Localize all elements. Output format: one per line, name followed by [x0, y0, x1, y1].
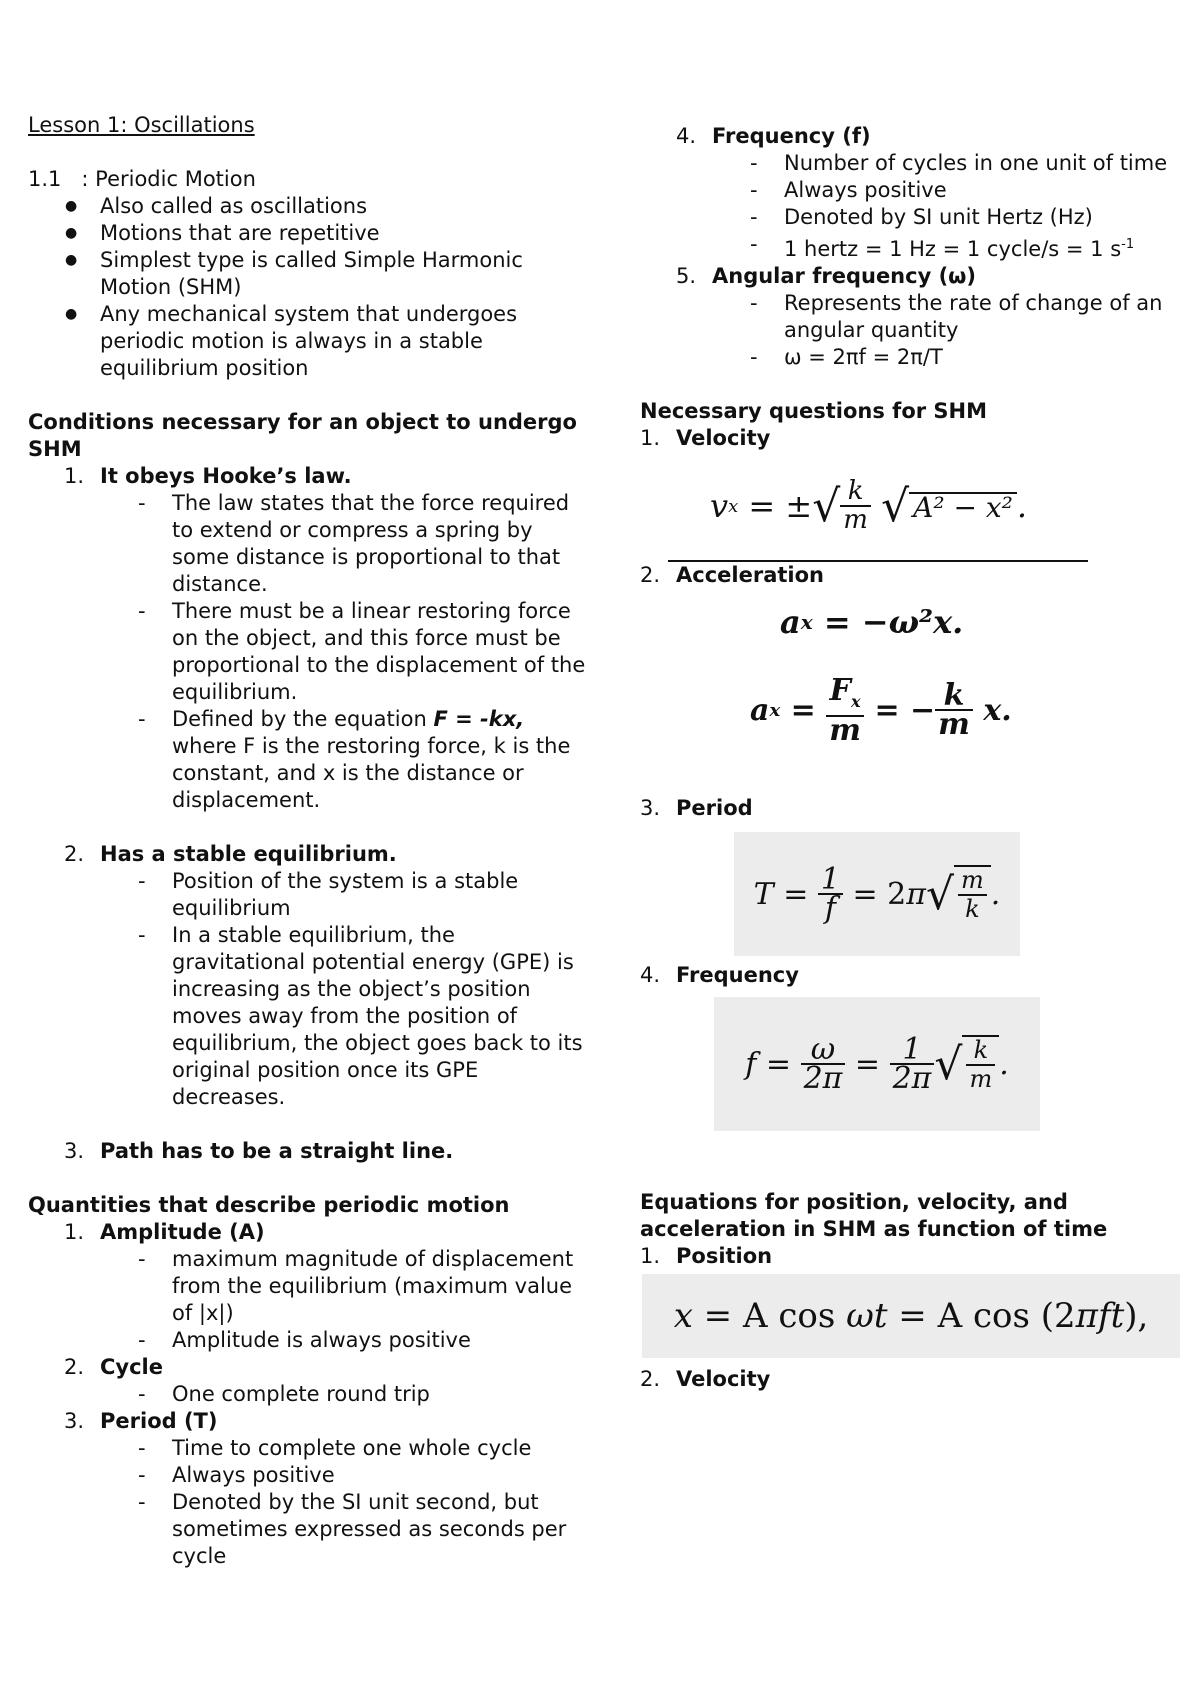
item-title: Period (T)	[100, 1409, 218, 1433]
item-title: Position	[676, 1244, 773, 1268]
frequency-equation: f = $\frac{\omega}{2\pi}$ = $\frac{1}{2\pi}$ √ $\frac{k}{m}$ .	[714, 997, 1040, 1131]
quantities-heading: Quantities that describe periodic motion	[28, 1193, 510, 1217]
item-number: 5.	[676, 264, 697, 288]
list-item: - One complete round trip	[172, 1381, 588, 1408]
list-item	[64, 1219, 588, 1354]
list-item	[640, 425, 1180, 452]
amplitude-points	[100, 1246, 588, 1354]
item-title: Velocity	[676, 426, 771, 450]
item-title: It obeys Hooke’s law.	[100, 464, 352, 488]
section-title: : Periodic Motion	[81, 167, 256, 191]
cycle-points	[100, 1381, 588, 1408]
list-item: - Position of the system is a stable equilibrium	[172, 868, 588, 922]
item-title: Acceleration	[676, 563, 824, 587]
list-item: - Number of cycles in one unit of time	[784, 150, 1180, 177]
list-item	[676, 263, 1180, 371]
item-number: 2.	[640, 1367, 661, 1391]
lesson-title: Lesson 1: Oscillations	[28, 113, 255, 137]
list-item: - ω = 2πf = 2π/T	[784, 344, 1180, 371]
list-item: - There must be a linear restoring force on the object, and this force must be proportional to the displacement of the equilibrium.	[172, 598, 588, 706]
period-equation: T = $\frac{1}{f}$ = 2 π √ $\frac{m}{k}$ .	[734, 832, 1020, 956]
velocity-equation: v x = ± √ $\frac{k}{m}$ √ A² − x² .	[710, 476, 1028, 535]
conditions-heading: Conditions necessary for an object to undergo SHM	[28, 410, 577, 461]
list-item	[640, 962, 1180, 989]
item-title: Angular frequency (ω)	[712, 264, 977, 288]
item-number: 4.	[640, 963, 661, 987]
period-item	[640, 795, 1180, 822]
list-item	[64, 1138, 588, 1165]
item-title: Frequency	[676, 963, 799, 987]
section-number: 1.1	[28, 167, 62, 191]
list-item	[64, 1408, 588, 1570]
list-item: - Denoted by SI unit Hertz (Hz)	[784, 204, 1180, 231]
quantities-list	[28, 1219, 588, 1570]
angular-frequency-points	[712, 290, 1180, 371]
position-equation: x = A cos ωt = A cos (2 πft ),	[642, 1274, 1180, 1358]
list-item: ● Simplest type is called Simple Harmonic Motion (SHM)	[100, 247, 588, 301]
periodic-motion-bullets	[28, 193, 588, 382]
item-number: 2.	[640, 563, 661, 587]
hertz-superscript: -1	[1121, 237, 1135, 252]
list-item	[64, 1354, 588, 1408]
item-number: 2.	[64, 842, 85, 866]
left-column	[28, 112, 588, 1570]
acceleration-item	[640, 562, 1180, 589]
item-number: 3.	[64, 1409, 85, 1433]
period-points	[100, 1435, 588, 1570]
list-item: - The law states that the force required to extend or compress a spring by some distance is proportional to that distance.	[172, 490, 588, 598]
acceleration-force-equation: a x = $\frac{F_x}{m}$ = − $\frac{k}{m}$ x.	[750, 672, 1012, 748]
item-title: Cycle	[100, 1355, 163, 1379]
item-number: 1.	[64, 464, 85, 488]
shm-questions-list	[640, 425, 1180, 452]
item-title: Has a stable equilibrium.	[100, 842, 397, 866]
list-item	[172, 706, 588, 814]
hooke-text: where F is the restoring force, k is the constant, and x is the distance or displacement.	[172, 734, 571, 812]
list-item: ● Also called as oscillations	[100, 193, 588, 220]
item-title: Amplitude (A)	[100, 1220, 265, 1244]
item-title: Path has to be a straight line.	[100, 1139, 454, 1163]
time-equations-heading: Equations for position, velocity, and acceleration in SHM as function of time	[640, 1190, 1108, 1241]
list-item	[784, 231, 1180, 263]
equilibrium-points	[100, 868, 588, 1111]
item-number: 4.	[676, 124, 697, 148]
velocity-time-item	[640, 1366, 1180, 1393]
list-item	[676, 123, 1180, 263]
frequency-points	[712, 150, 1180, 263]
list-item: - In a stable equilibrium, the gravitational potential energy (GPE) is increasing as the object’s position moves away from the position of equilibrium, the object goes back to its original position once its GPE decreases.	[172, 922, 588, 1111]
conditions-list	[28, 463, 588, 1165]
list-item	[640, 562, 1180, 589]
list-item	[640, 1366, 1180, 1393]
list-item: - maximum magnitude of displacement from the equilibrium (maximum value of |x|)	[172, 1246, 588, 1327]
item-number: 1.	[64, 1220, 85, 1244]
item-title: Velocity	[676, 1367, 771, 1391]
list-item	[64, 841, 588, 1138]
list-item: - Always positive	[172, 1462, 588, 1489]
hooke-points	[100, 490, 588, 814]
item-number: 1.	[640, 1244, 661, 1268]
frequency-item	[640, 962, 1180, 989]
list-item: - Amplitude is always positive	[172, 1327, 588, 1354]
position-item	[640, 1243, 1180, 1270]
item-title: Period	[676, 796, 753, 820]
hertz-text: 1 hertz = 1 Hz = 1 cycle/s = 1 s	[784, 237, 1122, 261]
list-item: ● Any mechanical system that undergoes periodic motion is always in a stable equilibrium position	[100, 301, 588, 382]
item-number: 3.	[640, 796, 661, 820]
item-number: 1.	[640, 426, 661, 450]
item-number: 2.	[64, 1355, 85, 1379]
list-item: ● Motions that are repetitive	[100, 220, 588, 247]
hooke-text: Defined by the equation	[172, 707, 434, 731]
list-item: - Always positive	[784, 177, 1180, 204]
list-item	[64, 463, 588, 841]
list-item: - Represents the rate of change of an angular quantity	[784, 290, 1180, 344]
list-item	[640, 795, 1180, 822]
item-number: 3.	[64, 1139, 85, 1163]
list-item: - Time to complete one whole cycle	[172, 1435, 588, 1462]
list-item: - Denoted by the SI unit second, but sometimes expressed as seconds per cycle	[172, 1489, 588, 1570]
quantities-list-continued	[640, 123, 1180, 371]
hooke-equation: F = -kx,	[433, 707, 525, 731]
shm-questions-heading: Necessary questions for SHM	[640, 399, 988, 423]
list-item	[640, 1243, 1180, 1270]
item-title: Frequency (f)	[712, 124, 871, 148]
section-heading	[28, 166, 588, 193]
right-column	[640, 123, 1180, 1393]
acceleration-equation: a x = − ω²x.	[780, 602, 964, 641]
